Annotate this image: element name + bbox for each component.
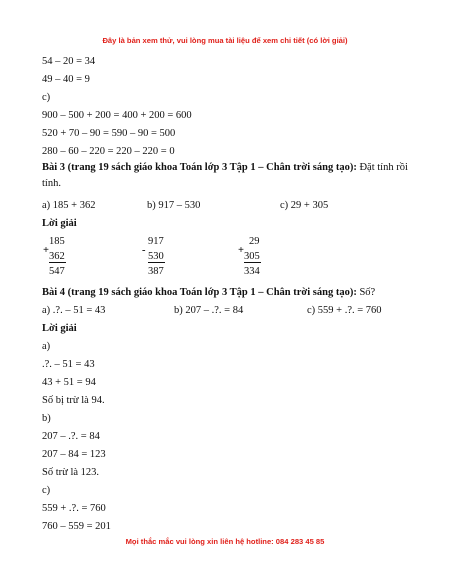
text-line: 900 – 500 + 200 = 400 + 200 = 600 — [42, 110, 192, 121]
text-line: .?. – 51 = 43 — [42, 359, 95, 370]
calc-result: 547 — [49, 266, 65, 277]
text-line: 54 – 20 = 34 — [42, 56, 96, 67]
text-line: Số trừ là 123. — [42, 467, 100, 478]
exercise-4-title: Bài 4 (trang 19 sách giáo khoa Toán lớp 3 Tập 1 – Chân trời sáng tạo): — [42, 287, 357, 298]
result-line — [49, 262, 66, 263]
plus-sign: + — [238, 245, 244, 256]
text-line: b) — [42, 413, 51, 424]
exercise-4-b: b) 207 – .?. = 84 — [174, 305, 244, 316]
exercise-4-c: c) 559 + .?. = 760 — [307, 305, 382, 316]
preview-banner: Đây là bản xem thử, vui lòng mua tài liệu để xem chi tiết (có lời giải) — [102, 36, 348, 45]
text-line: 280 – 60 – 220 = 220 – 220 = 0 — [42, 146, 175, 157]
exercise-3-c: c) 29 + 305 — [280, 200, 329, 211]
result-line — [244, 262, 261, 263]
text-line: 520 + 70 – 90 = 590 – 90 = 500 — [42, 128, 176, 139]
operand-bottom: 530 — [148, 251, 164, 262]
text-line: 760 – 559 = 201 — [42, 521, 111, 532]
exercise-4-instruction: Số? — [356, 287, 376, 298]
exercise-4-heading — [42, 286, 375, 299]
text-line: 207 – 84 = 123 — [42, 449, 106, 460]
text-line: c) — [42, 92, 51, 103]
calc-result: 334 — [244, 266, 260, 277]
result-line — [148, 262, 165, 263]
exercise-4-a: a) .?. – 51 = 43 — [42, 305, 106, 316]
text-line: a) — [42, 341, 51, 352]
calc-result: 387 — [148, 266, 164, 277]
text-line: c) — [42, 485, 51, 496]
operand-bottom: 305 — [244, 251, 260, 262]
text-line: Số bị trừ là 94. — [42, 395, 105, 406]
text-line: 49 – 40 = 9 — [42, 74, 90, 85]
text-line: 43 + 51 = 94 — [42, 377, 96, 388]
exercise-3-b: b) 917 – 530 — [147, 200, 201, 211]
operand-top: 185 — [49, 236, 65, 247]
exercise-3-a: a) 185 + 362 — [42, 200, 96, 211]
plus-sign: + — [43, 245, 49, 256]
exercise-3-instruction: Đặt tính rồi tính. — [42, 162, 408, 189]
solution-heading: Lời giải — [42, 218, 77, 229]
text-line: 207 – .?. = 84 — [42, 431, 100, 442]
hotline-banner: Mọi thắc mắc vui lòng xin liên hệ hotline: 084 283 45 85 — [125, 537, 325, 546]
minus-sign: - — [142, 245, 146, 256]
exercise-3-title: Bài 3 (trang 19 sách giáo khoa Toán lớp 3 Tập 1 – Chân trời sáng tạo): — [42, 162, 357, 173]
solution-heading: Lời giải — [42, 323, 77, 334]
operand-bottom: 362 — [49, 251, 65, 262]
operand-top: 917 — [148, 236, 164, 247]
operand-top: 29 — [249, 236, 260, 247]
text-line: 559 + .?. = 760 — [42, 503, 106, 514]
exercise-3-heading — [42, 160, 422, 192]
